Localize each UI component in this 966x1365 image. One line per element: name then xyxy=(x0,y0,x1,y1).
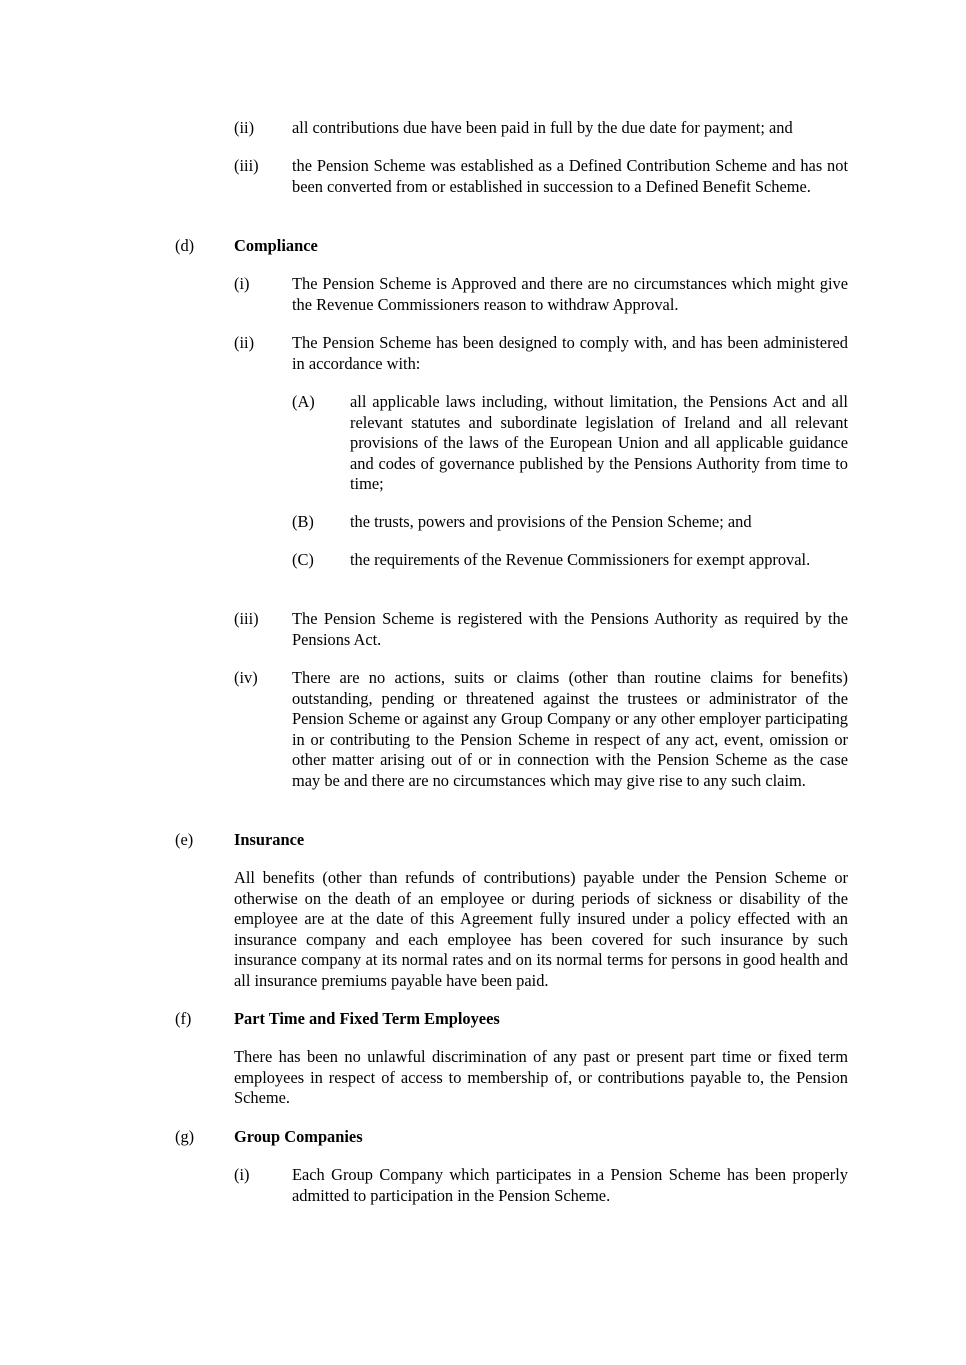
section-e-body xyxy=(234,868,848,992)
clause-d-iii xyxy=(234,609,848,650)
clause-text: all contributions due have been paid in full by the due date for payment; and xyxy=(292,118,793,137)
clause-label: (iii) xyxy=(234,609,259,628)
section-heading: Part Time and Fixed Term Employees xyxy=(234,1009,500,1028)
section-d-compliance xyxy=(175,236,848,257)
section-e-insurance xyxy=(175,830,848,851)
subclause-text: all applicable laws including, without limitation, the Pensions Act and all relevant statutes and subordinate legislation of Ireland and all relevant provisions of the laws of the European Union and all applicable guidance and codes of governance published by the Pensions Authority from time to time; xyxy=(350,392,848,494)
section-f-body xyxy=(234,1047,848,1109)
clause-d-i xyxy=(234,274,848,315)
clause-label: (iv) xyxy=(234,668,258,687)
clause-d-ii xyxy=(234,333,848,374)
clause-label: (ii) xyxy=(234,333,255,352)
section-paragraph: All benefits (other than refunds of contributions) payable under the Pension Scheme or otherwise on the death of an employee or during periods of sickness or disability of the employee are at the date of this Agreement fully insured under a policy effected with an insurance company and each employee has been covered for such insurance by such insurance company at its normal rates and on its normal terms for persons in good health and all insurance premiums payable have been paid. xyxy=(234,868,848,990)
clause-d-iv xyxy=(234,668,848,792)
clause-g-i xyxy=(234,1165,848,1206)
section-label: (f) xyxy=(175,1009,192,1028)
clause-label: (i) xyxy=(234,274,250,293)
clause-text: The Pension Scheme is Approved and there are no circumstances which might give the Revenue Commissioners reason to withdraw Approval. xyxy=(292,274,848,314)
clause-text: The Pension Scheme has been designed to comply with, and has been administered in accordance with: xyxy=(292,333,848,373)
clause-text: The Pension Scheme is registered with the Pensions Authority as required by the Pensions Act. xyxy=(292,609,848,649)
clause-label: (ii) xyxy=(234,118,255,137)
clause-c-ii xyxy=(234,118,848,139)
clause-label: (i) xyxy=(234,1165,250,1184)
clause-text: There are no actions, suits or claims (other than routine claims for benefits) outstanding, pending or threatened against the trustees or administrator of the Pension Scheme or against any Group Company or any other employer participating in or contributing to the Pension Scheme in respect of any act, event, omission or other matter arising out of or in connection with the Pension Scheme as the case may be and there are no circumstances which may give rise to any such claim. xyxy=(292,668,848,790)
section-heading: Insurance xyxy=(234,830,305,849)
section-paragraph: There has been no unlawful discrimination of any past or present part time or fixed term employees in respect of access to membership of, or contributions payable to, the Pension Scheme. xyxy=(234,1047,848,1108)
subclause-text: the requirements of the Revenue Commissioners for exempt approval. xyxy=(350,550,811,569)
clause-label: (iii) xyxy=(234,156,259,175)
subclause-d-ii-b xyxy=(292,512,848,533)
section-g-group-companies xyxy=(175,1127,848,1148)
section-heading: Group Companies xyxy=(234,1127,363,1146)
clause-text: the Pension Scheme was established as a Defined Contribution Scheme and has not been converted from or established in succession to a Defined Benefit Scheme. xyxy=(292,156,848,196)
subclause-label: (B) xyxy=(292,512,314,531)
subclause-d-ii-c xyxy=(292,550,848,571)
subclause-label: (A) xyxy=(292,392,315,411)
section-label: (d) xyxy=(175,236,195,255)
clause-c-iii xyxy=(234,156,848,197)
subclause-d-ii-a xyxy=(292,392,848,495)
section-f-part-time xyxy=(175,1009,848,1030)
clause-text: Each Group Company which participates in a Pension Scheme has been properly admitted to participation in the Pension Scheme. xyxy=(292,1165,848,1205)
subclause-label: (C) xyxy=(292,550,314,569)
subclause-text: the trusts, powers and provisions of the Pension Scheme; and xyxy=(350,512,752,531)
section-heading: Compliance xyxy=(234,236,318,255)
section-label: (e) xyxy=(175,830,194,849)
section-label: (g) xyxy=(175,1127,195,1146)
